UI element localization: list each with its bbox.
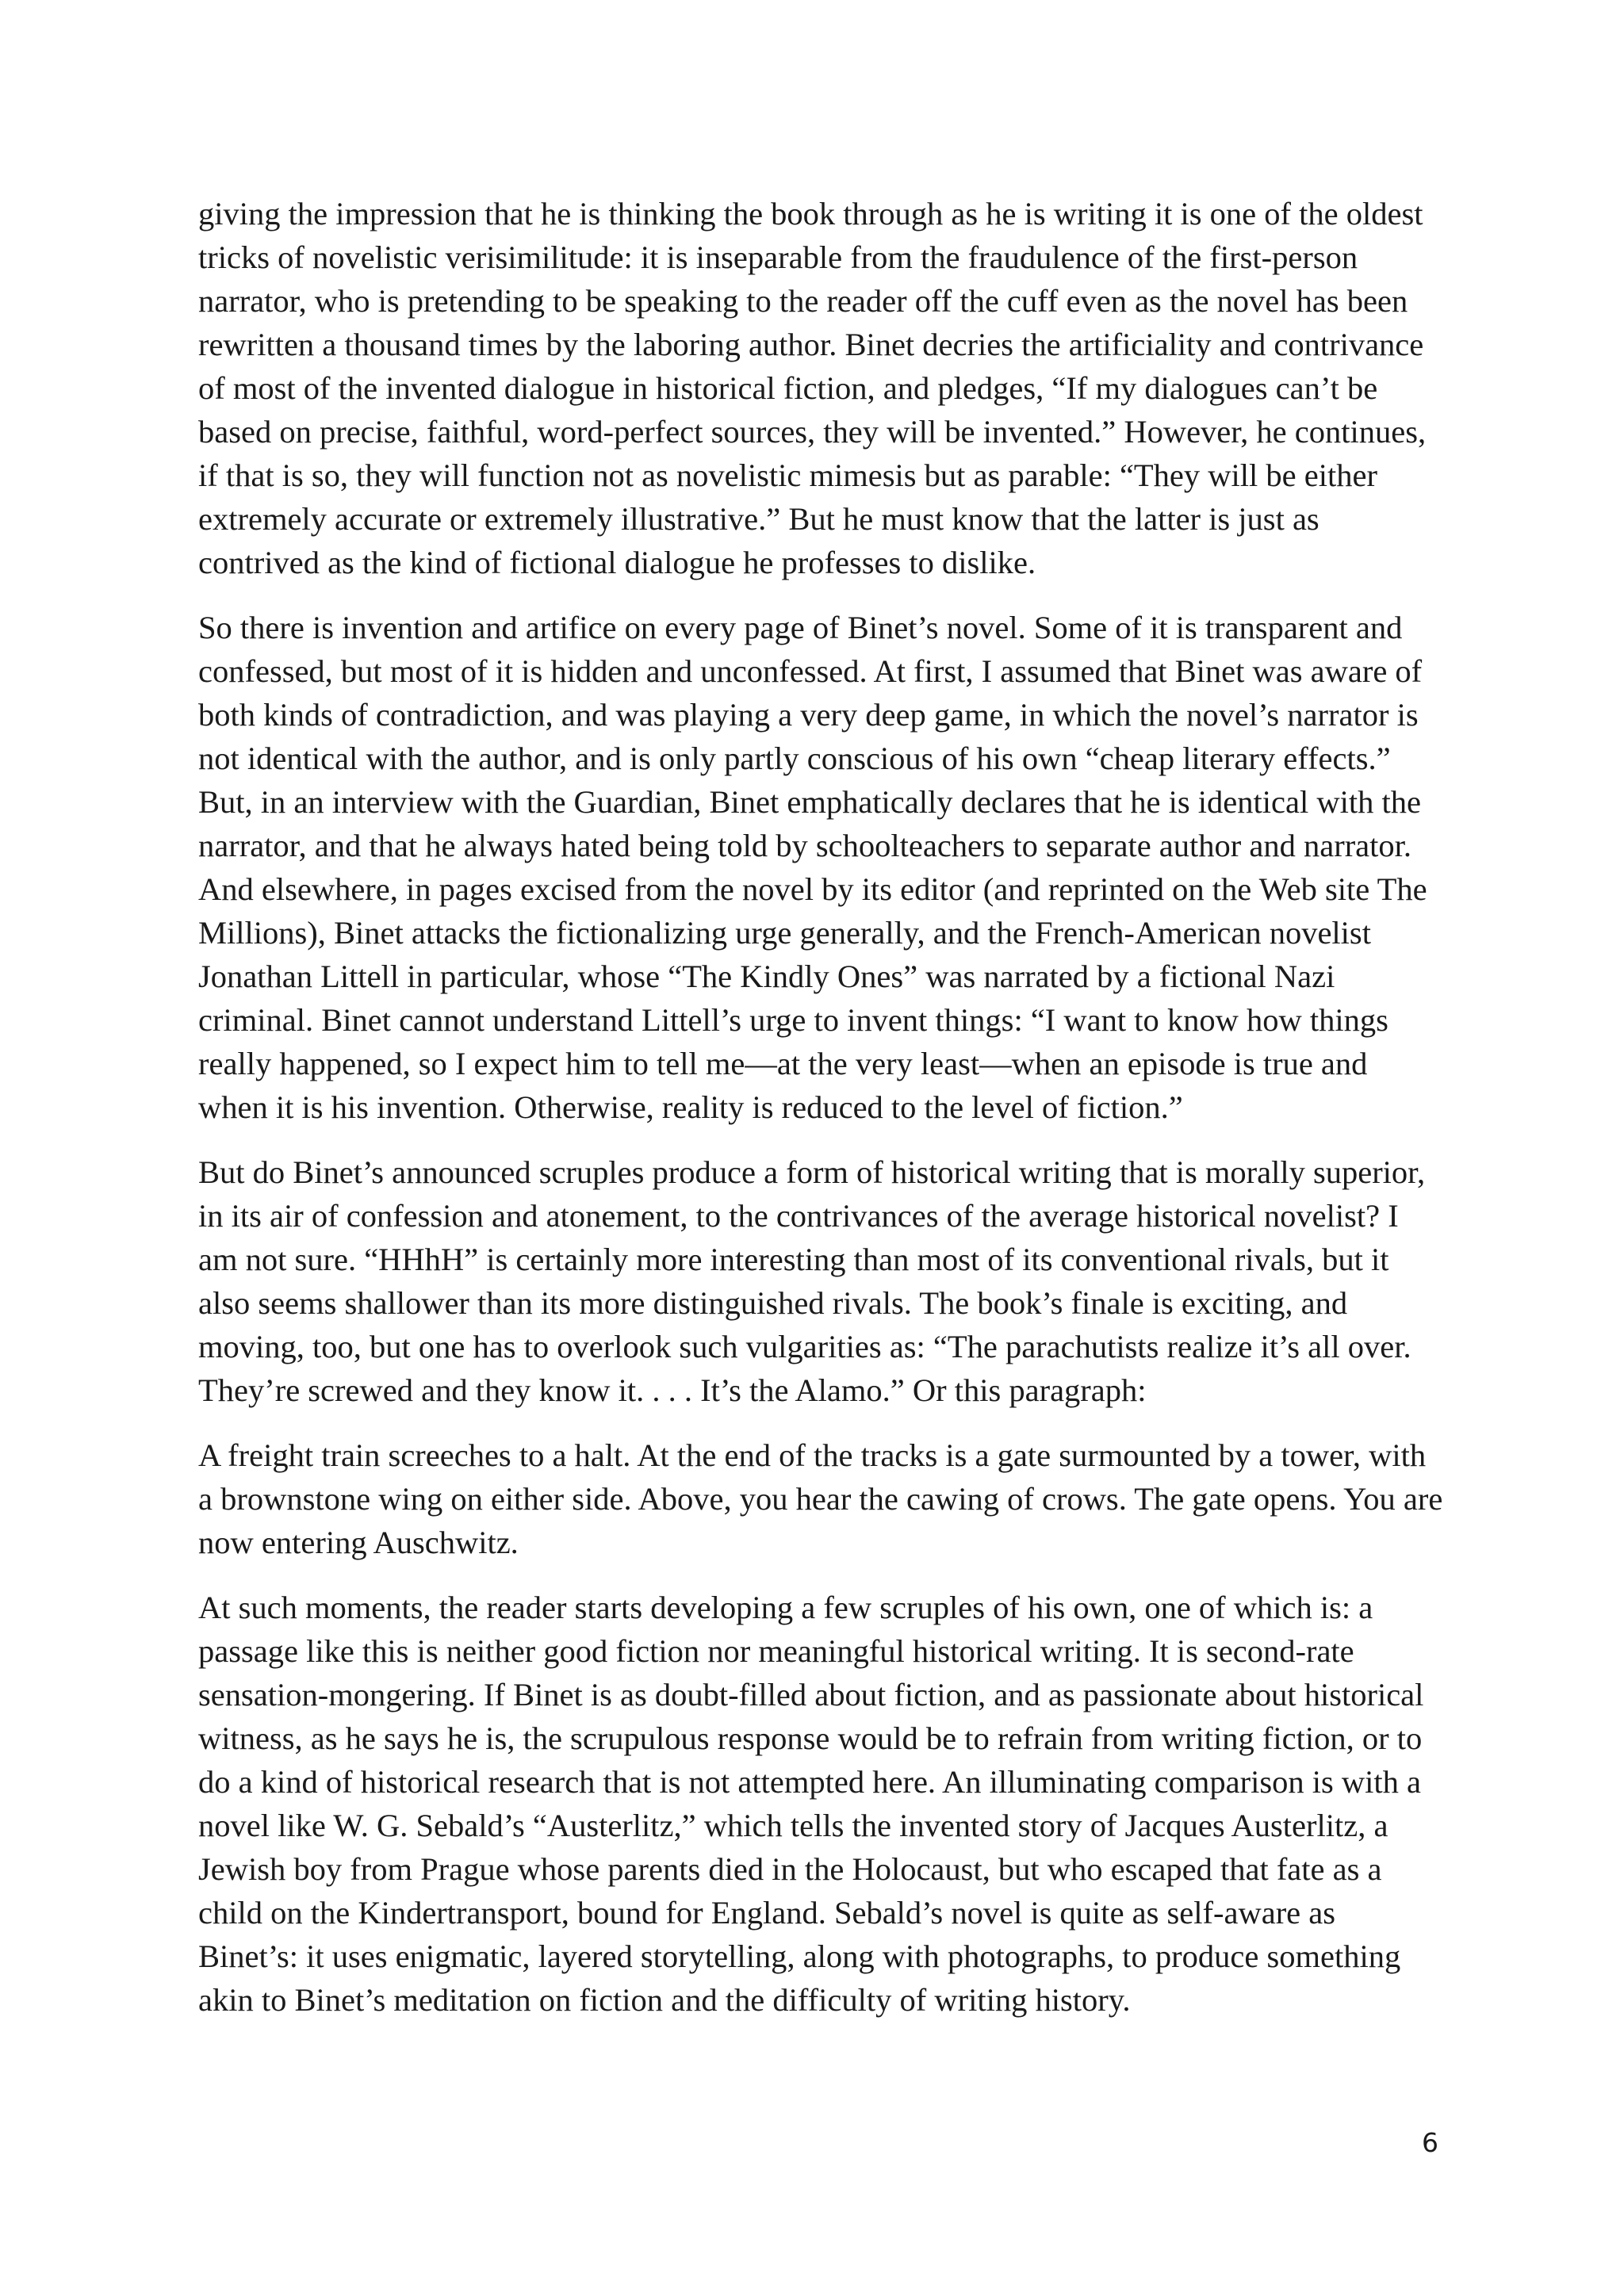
paragraph-2: So there is invention and artifice on every page of Binet’s novel. Some of it is transparent and confessed, but most of it is hidden and unconfessed. At first, I assumed that Binet was aware of both kinds of contradiction, and was playing a very deep game, in which the novel’s narrator is not identical with the author, and is only partly conscious of his own “cheap literary effects.” But, in an interview with the Guardian, Binet emphatically declares that he is identical with the narrator, and that he always hated being told by schoolteachers to separate author and narrator. And elsewhere, in pages excised from the novel by its editor (and reprinted on the Web site The Millions), Binet attacks the fictionalizing urge generally, and the French-American novelist Jonathan Littell in particular, whose “The Kindly Ones” was narrated by a fictional Nazi criminal. Binet cannot understand Littell’s urge to invent things: “I want to know how things really happened, so I expect him to tell me—at the very least—when an episode is true and when it is his invention. Otherwise, reality is reduced to the level of fiction.” — [198, 610, 1427, 1125]
paragraph-5: At such moments, the reader starts developing a few scruples of his own, one of which is: a passage like this is neither good fiction nor meaningful historical writing. It is second-rate sensation-mongering. If Binet is as doubt-filled about fiction, and as passionate about historical witness, as he says he is, the scrupulous response would be to refrain from writing fiction, or to do a kind of historical research that is not attempted here. An illuminating comparison is with a novel like W. G. Sebald’s “Austerlitz,” which tells the invented story of Jacques Austerlitz, a Jewish boy from Prague whose parents died in the Holocaust, but who escaped that fate as a child on the Kindertransport, bound for England. Sebald’s novel is quite as self-aware as Binet’s: it uses enigmatic, layered storytelling, along with photographs, to produce something akin to Binet’s meditation on fiction and the difficulty of writing history. — [198, 1590, 1424, 2018]
paragraph-3: But do Binet’s announced scruples produce a form of historical writing that is morally superior, in its air of confession and atonement, to the contrivances of the average historical novelist? I am not sure. “HHhH” is certainly more interesting than most of its conventional rivals, but it also seems shallower than its more distinguished rivals. The book’s finale is exciting, and moving, too, but one has to overlook such vulgarities as: “The parachutists realize it’s all over. They’re screwed and they know it. . . . It’s the Alamo.” Or this paragraph: — [198, 1154, 1426, 1408]
block-quote-paragraph: A freight train screeches to a halt. At the end of the tracks is a gate surmounted by a tower, with a brownstone wing on either side. Above, you hear the cawing of crows. The gate opens. You are now entering Auschwitz. — [198, 1437, 1443, 1560]
page-number: 6 — [1422, 2127, 1438, 2158]
body-text — [198, 192, 1443, 2043]
paragraph-1: giving the impression that he is thinking the book through as he is writing it is one of the oldest tricks of novelistic verisimilitude: it is inseparable from the fraudulence of the first-person narrator, who is pretending to be speaking to the reader off the cuff even as the novel has been rewritten a thousand times by the laboring author. Binet decries the artificiality and contrivance of most of the invented dialogue in historical fiction, and pledges, “If my dialogues can’t be based on precise, faithful, word-perfect sources, they will be invented.” However, he continues, if that is so, they will function not as novelistic mimesis but as parable: “They will be either extremely accurate or extremely illustrative.” But he must know that the latter is just as contrived as the kind of fictional dialogue he professes to dislike. — [198, 196, 1427, 580]
